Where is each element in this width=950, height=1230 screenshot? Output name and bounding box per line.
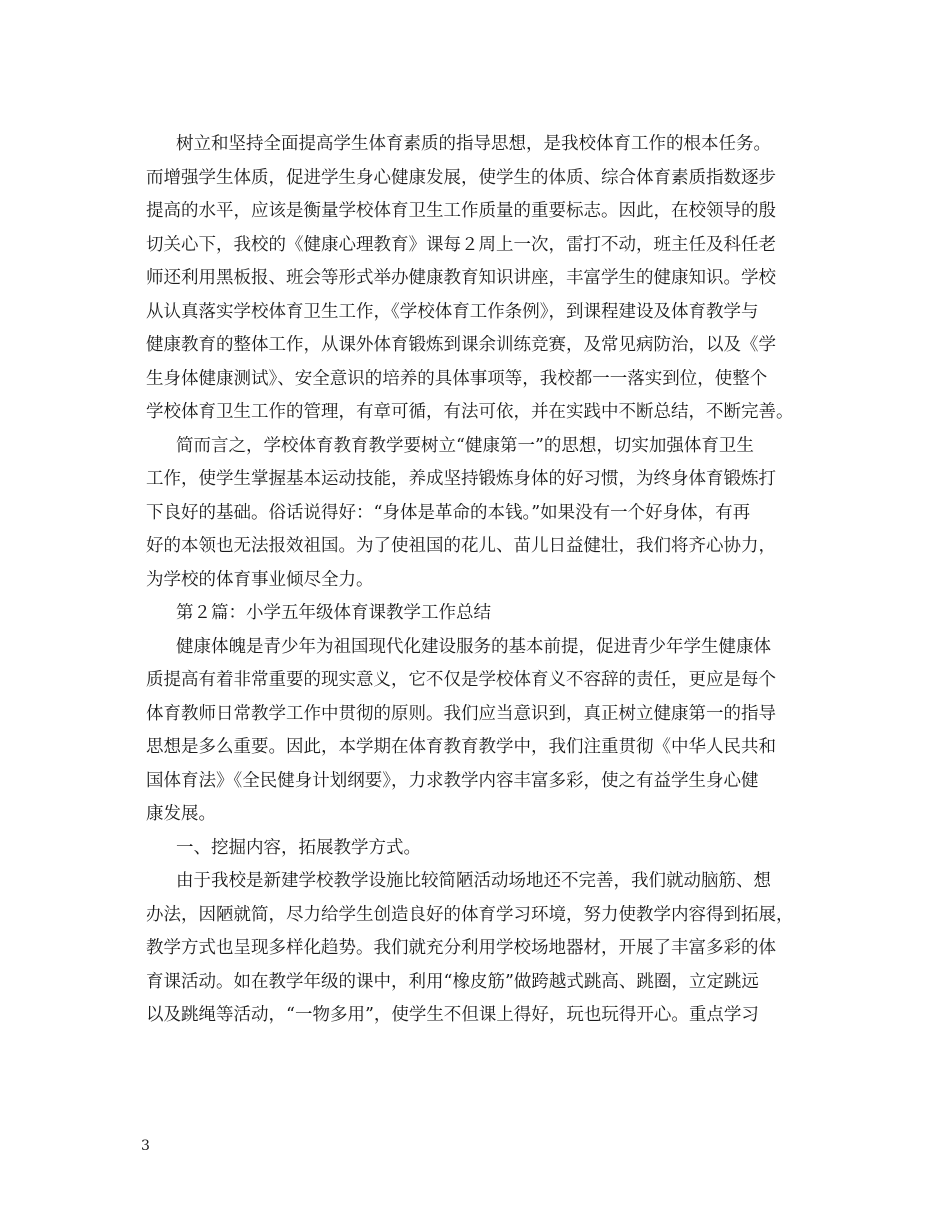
text-line: 工作，使学生掌握基本运动技能，养成坚持锻炼身体的好习惯，为终身体育锻炼打 <box>146 469 776 489</box>
text-line: 育课活动。如在教学年级的课中，利用“橡皮筋”做跨越式跳高、跳圈，立定跳远 <box>146 971 759 992</box>
text-line: 质提高有着非常重要的现实意义，它不仅是学校体育义不容辞的责任，更应是每个 <box>146 670 776 690</box>
text-line: 从认真落实学校体育卫生工作，《学校体育工作条例》，到课程建设及体育教学与 <box>146 301 759 322</box>
text-line: 提高的水平，应该是衡量学校体育卫生工作质量的重要标志。因此，在校领导的殷 <box>146 201 776 221</box>
body-text <box>146 128 826 1033</box>
text-line: 而增强学生体质，促进学生身心健康发展，使学生的体质、综合体育素质指数逐步 <box>146 167 776 188</box>
text-line: 下良好的基础。俗话说得好：“身体是革命的本钱。”如果没有一个好身体，有再 <box>146 502 751 523</box>
text-line: 国体育法》《全民健身计划纲要》，力求教学内容丰富多彩，使之有益学生身心健 <box>146 770 759 791</box>
text-line: 思想是多么重要。因此，本学期在体育教育教学中，我们注重贯彻《中华人民共和 <box>146 737 776 757</box>
text-line: 树立和坚持全面提高学生体育素质的指导思想，是我校体育工作的根本任务。 <box>176 134 771 154</box>
text-line: 康发展。 <box>146 804 216 824</box>
text-line: 健康教育的整体工作，从课外体育锻炼到课余训练竞赛，及常见病防治，以及《学 <box>146 335 776 355</box>
text-line: 体育教师日常教学工作中贯彻的原则。我们应当意识到，真正树立健康第一的指导 <box>146 703 776 724</box>
text-line: 办法，因陋就简，尽力给学生创造良好的体育学习环境，努力使教学内容得到拓展， <box>146 904 794 925</box>
text-line: 一、挖掘内容，拓展教学方式。 <box>176 837 421 858</box>
text-line: 教学方式也呈现多样化趋势。我们就充分利用学校场地器材，开展了丰富多彩的体 <box>146 938 776 958</box>
text-line: 学校体育卫生工作的管理，有章可循，有法可依，并在实践中不断总结，不断完善。 <box>146 402 794 422</box>
text-line: 简而言之，学校体育教育教学要树立“健康第一”的思想，切实加强体育卫生 <box>176 435 754 456</box>
text-line: 好的本领也无法报效祖国。为了使祖国的花儿、苗儿日益健壮，我们将齐心协力， <box>146 536 776 556</box>
text-line: 为学校的体育事业倾尽全力。 <box>146 569 374 590</box>
text-line: 师还利用黑板报、班会等形式举办健康教育知识讲座，丰富学生的健康知识。学校 <box>146 268 776 288</box>
text-line: 切关心下，我校的《健康心理教育》课每２周上一次，雷打不动，班主任及科任老 <box>146 234 776 255</box>
text-line: 生身体健康测试》、安全意识的培养的具体事项等，我校都一一落实到位，使整个 <box>146 368 768 389</box>
page-number: 3 <box>141 1138 150 1154</box>
text-line: 健康体魄是青少年为祖国现代化建设服务的基本前提，促进青少年学生健康体 <box>176 636 771 657</box>
text-line: 由于我校是新建学校教学设施比较简陋活动场地还不完善，我们就动脑筋、想 <box>176 871 771 891</box>
text-line: 以及跳绳等活动，“一物多用”，使学生不但课上得好，玩也玩得开心。重点学习 <box>146 1005 759 1025</box>
text-line: 第２篇：小学五年级体育课教学工作总结 <box>176 603 491 623</box>
